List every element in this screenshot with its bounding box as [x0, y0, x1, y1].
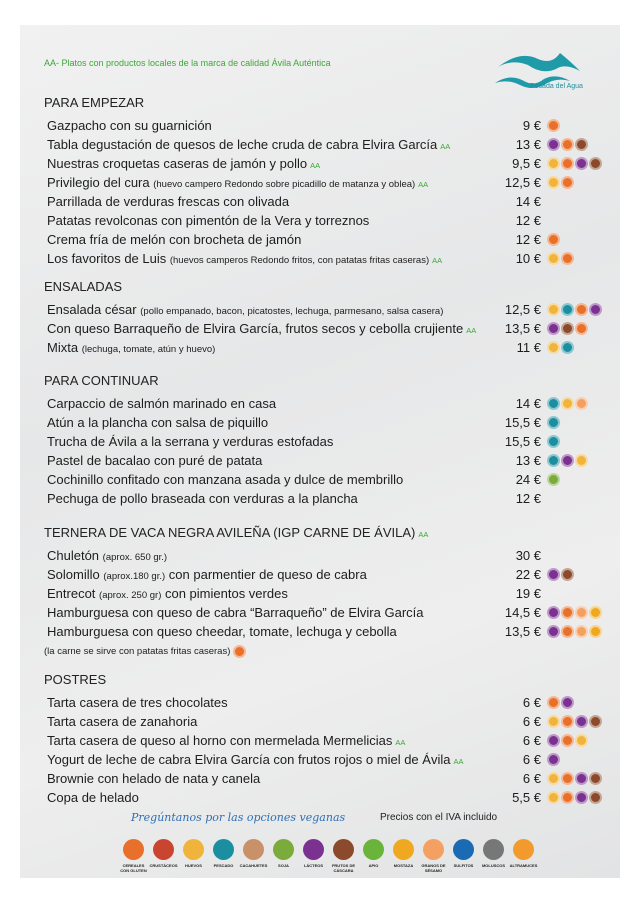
item-name: [47, 340, 215, 355]
lacteos-icon: [547, 138, 560, 151]
item-name: [47, 302, 443, 317]
huevos-icon: [547, 157, 560, 170]
item-price: 19 €: [515, 586, 541, 601]
frutos-icon: [589, 157, 602, 170]
item-name-text: Hamburguesa con queso cheedar, tomate, lechuga y cebolla: [47, 624, 397, 639]
menu-item: [47, 770, 587, 789]
huevos-icon: [547, 791, 560, 804]
section-title: [44, 95, 144, 110]
frutos-icon: [561, 322, 574, 335]
legend-label: SULFITOS: [453, 863, 474, 868]
menu-item: [47, 751, 587, 770]
allergen-icons: [547, 322, 588, 335]
huevos-icon: [547, 176, 560, 189]
item-price: 12 €: [515, 213, 541, 228]
item-name: [47, 156, 320, 171]
legend-item: [120, 836, 147, 873]
gluten-icon: [547, 119, 560, 132]
item-name: [47, 251, 442, 266]
huevos-icon: [575, 734, 588, 747]
legend-label: MOSTAZA: [393, 863, 414, 868]
legend-label: GRANOS DE SÉSAMO: [421, 863, 446, 873]
allergen-icons: [547, 753, 560, 766]
legend-item: [450, 836, 477, 873]
legend-label: HUEVOS: [185, 863, 202, 868]
item-name: [47, 137, 450, 152]
item-name-text: Los favoritos de Luis: [47, 251, 167, 266]
huevos-icon: [547, 341, 560, 354]
menu-item: [47, 713, 587, 732]
menu-item: [47, 212, 587, 231]
allergen-icons: [547, 233, 560, 246]
menu-item: [47, 136, 587, 155]
huevos-icon: [547, 303, 560, 316]
item-name: [47, 752, 463, 767]
legend-item: [300, 836, 327, 873]
legend-label: CACAHUETES: [239, 863, 268, 868]
item-name-text: Chuletón: [47, 548, 100, 563]
gluten-icon: [561, 715, 574, 728]
item-name: [47, 213, 369, 228]
huevos-icon: [547, 252, 560, 265]
allergen-icons: [547, 606, 602, 619]
aa-mark: AA: [466, 326, 477, 335]
item-description: (huevos camperos Redondo fritos, con patatas fritas caseras): [169, 255, 430, 266]
menu-item: [47, 490, 587, 509]
item-name-text: Pastel de bacalao con puré de patata: [47, 453, 263, 468]
legend-label: MOLUSCOS: [481, 863, 506, 868]
legend-item: [330, 836, 357, 873]
posada-del-agua-logo: [490, 45, 585, 100]
item-name-text: Copa de helado: [47, 790, 139, 805]
item-name: [47, 321, 476, 336]
allergen-icons: [547, 568, 574, 581]
legend-item: [480, 836, 507, 873]
item-name: [47, 175, 428, 190]
item-name: [47, 434, 333, 449]
item-name: [47, 714, 197, 729]
apio-icon: [363, 839, 384, 860]
gluten-icon: [561, 625, 574, 638]
gluten-icon: [575, 322, 588, 335]
item-name-text: Patatas revolconas con pimentón de la Vera y torreznos: [47, 213, 370, 228]
item-name-text: Solomillo: [47, 567, 100, 582]
sesamo-icon: [423, 839, 444, 860]
gluten-icon: [561, 176, 574, 189]
gluten-icon: [575, 303, 588, 316]
menu-item: [47, 414, 587, 433]
aa-mark: AA: [440, 142, 451, 151]
menu-item: [47, 471, 587, 490]
item-name: [47, 548, 167, 563]
soja-icon: [547, 473, 560, 486]
pescado-icon: [213, 839, 234, 860]
gluten-icon: [561, 772, 574, 785]
item-name: [47, 396, 276, 411]
item-price: 13 €: [515, 453, 541, 468]
legend-item: [270, 836, 297, 873]
legend-label: SOJA: [278, 863, 289, 868]
sesamo-icon: [575, 606, 588, 619]
item-price: 6 €: [522, 771, 541, 786]
legend-label: APIO: [368, 863, 379, 868]
item-price: 14,5 €: [504, 605, 541, 620]
menu-item: [47, 231, 587, 250]
frutos-icon: [575, 138, 588, 151]
aa-mark: AA: [418, 530, 429, 539]
sulfitos-icon: [453, 839, 474, 860]
item-name-text: Con queso Barraqueño de Elvira García, frutos secos y cebolla crujiente: [47, 321, 464, 336]
menu-item: [47, 604, 587, 623]
item-name-text: Trucha de Ávila a la serrana y verduras estofadas: [47, 434, 334, 449]
pescado-icon: [547, 397, 560, 410]
section-title: [44, 373, 159, 388]
lacteos-icon: [561, 454, 574, 467]
item-name-text: Brownie con helado de nata y canela: [47, 771, 261, 786]
gluten-icon: [561, 138, 574, 151]
legend-label: LÁCTEOS: [303, 863, 324, 868]
item-name: [47, 733, 405, 748]
menu-item: [47, 566, 587, 585]
item-description: (aprox.180 gr.): [103, 571, 166, 582]
item-name: [47, 586, 288, 601]
item-price: 15,5 €: [504, 415, 541, 430]
sesamo-icon: [575, 397, 588, 410]
meat-note-text: (la carne se sirve con patatas fritas caseras): [44, 646, 231, 658]
item-price: 10 €: [515, 251, 541, 266]
item-name-text: Yogurt de leche de cabra Elvira García con frutos rojos o miel de Ávila: [47, 752, 451, 767]
section-title: [44, 279, 122, 294]
item-name: [47, 567, 367, 582]
item-name-text: Atún a la plancha con salsa de piquillo: [47, 415, 269, 430]
item-price: 24 €: [515, 472, 541, 487]
legend-label: ALTRAMUCES: [509, 863, 538, 868]
pescado-icon: [561, 341, 574, 354]
aa-mark: AA: [453, 757, 464, 766]
section-title-text: ENSALADAS: [44, 279, 123, 294]
item-price: 12,5 €: [504, 302, 541, 317]
item-name: [47, 771, 260, 786]
aa-mark: AA: [395, 738, 406, 747]
allergen-icons: [547, 416, 560, 429]
lacteos-icon: [547, 606, 560, 619]
item-description: (huevo campero Redondo sobre picadillo de matanza y oblea): [153, 179, 416, 190]
lacteos-icon: [589, 303, 602, 316]
menu-item: [47, 623, 587, 642]
item-price: 30 €: [515, 548, 541, 563]
menu-item: [47, 433, 587, 452]
legend-item: [210, 836, 237, 873]
item-name: [47, 624, 397, 639]
menu-item: [47, 301, 587, 320]
allergen-legend: [120, 836, 537, 873]
allergen-icons: [547, 435, 560, 448]
menu-item: [47, 694, 587, 713]
item-name-text: Tarta casera de queso al horno con mermelada Mermelicias: [47, 733, 393, 748]
menu-item: [47, 452, 587, 471]
meat-note: [44, 645, 246, 658]
huevos-icon: [561, 397, 574, 410]
menu-item: [47, 395, 587, 414]
gluten-icon: [561, 734, 574, 747]
item-price: 11 €: [516, 340, 541, 355]
huevos-icon: [183, 839, 204, 860]
item-description: (pollo empanado, bacon, picatostes, lechuga, parmesano, salsa casera): [140, 306, 444, 317]
menu-item: [47, 339, 587, 358]
menu-item: [47, 789, 587, 808]
huevos-icon: [547, 772, 560, 785]
item-name-text: Tarta casera de tres chocolates: [47, 695, 228, 710]
item-price: 14 €: [515, 396, 541, 411]
item-price: 15,5 €: [504, 434, 541, 449]
item-price: 9 €: [522, 118, 541, 133]
mostaza-icon: [589, 625, 602, 638]
item-name-text: Privilegio del cura: [47, 175, 150, 190]
legend-item: [420, 836, 447, 873]
frutos-icon: [561, 568, 574, 581]
lacteos-icon: [575, 157, 588, 170]
lacteos-icon: [575, 715, 588, 728]
lacteos-icon: [547, 753, 560, 766]
item-price: 13 €: [515, 137, 541, 152]
item-price: 12 €: [515, 232, 541, 247]
allergen-icons: [547, 138, 588, 151]
item-price: 13,5 €: [504, 321, 541, 336]
item-price: 6 €: [522, 714, 541, 729]
item-price: 6 €: [522, 733, 541, 748]
allergen-icons: [547, 397, 588, 410]
section-title: [44, 672, 106, 687]
item-price: 14 €: [515, 194, 541, 209]
allergen-icons: [547, 715, 602, 728]
aa-mark: AA: [418, 180, 429, 189]
item-name: [47, 194, 289, 209]
menu-item: [47, 547, 587, 566]
item-name-text: Parrillada de verduras frescas con olivada: [47, 194, 290, 209]
aa-note: AA- Platos con productos locales de la marca de calidad Ávila Auténtica: [44, 58, 331, 68]
altramuces-icon: [513, 839, 534, 860]
allergen-icons: [547, 772, 602, 785]
gluten-icon: [123, 839, 144, 860]
section-title-text: POSTRES: [44, 672, 107, 687]
item-price: 13,5 €: [504, 624, 541, 639]
item-name-text: Tabla degustación de quesos de leche cruda de cabra Elvira García: [47, 137, 438, 152]
huevos-icon: [575, 454, 588, 467]
item-description: (aprox. 650 gr.): [102, 552, 168, 563]
item-name-text: Tarta casera de zanahoria: [47, 714, 198, 729]
allergen-icons: [547, 625, 602, 638]
item-name-text: Hamburguesa con queso de cabra “Barraqueño” de Elvira García: [47, 605, 424, 620]
item-name-text: Carpaccio de salmón marinado en casa: [47, 396, 277, 411]
pescado-icon: [547, 435, 560, 448]
item-description: (lechuga, tomate, atún y huevo): [81, 344, 216, 355]
lacteos-icon: [575, 791, 588, 804]
menu-item: [47, 320, 587, 339]
allergen-icons: [547, 176, 574, 189]
item-name-text: Cochinillo confitado con manzana asada y dulce de membrillo: [47, 472, 404, 487]
huevos-icon: [547, 715, 560, 728]
pescado-icon: [547, 416, 560, 429]
lacteos-icon: [547, 322, 560, 335]
iva-note: Precios con el IVA incluido: [380, 812, 498, 823]
item-name: [47, 232, 301, 247]
item-name-text: Ensalada césar: [47, 302, 137, 317]
pescado-icon: [561, 303, 574, 316]
item-price: 6 €: [522, 752, 541, 767]
allergen-icons: [547, 341, 574, 354]
gluten-icon: [561, 157, 574, 170]
item-name: [47, 605, 424, 620]
section-title-text: PARA CONTINUAR: [44, 373, 159, 388]
item-price: 5,5 €: [512, 790, 541, 805]
item-description: (aprox. 250 gr): [99, 590, 162, 601]
legend-item: [240, 836, 267, 873]
allergen-icons: [547, 454, 588, 467]
gluten-icon: [547, 696, 560, 709]
menu-item: [47, 732, 587, 751]
item-name-text: Gazpacho con su guarnición: [47, 118, 212, 133]
gluten-icon: [561, 606, 574, 619]
item-name-text: Crema fría de melón con brocheta de jamón: [47, 232, 302, 247]
moluscos-icon: [483, 839, 504, 860]
legend-label: CRUSTÁCEOS: [149, 863, 178, 868]
legend-item: [390, 836, 417, 873]
gluten-icon: [561, 791, 574, 804]
item-name: [47, 118, 212, 133]
legend-label: CEREALES CON GLUTEN: [120, 863, 147, 873]
legend-label: PESCADO: [213, 863, 234, 868]
item-name-cont: con parmentier de queso de cabra: [168, 567, 367, 582]
pescado-icon: [547, 454, 560, 467]
legend-item: [150, 836, 177, 873]
legend-item: [360, 836, 387, 873]
mostaza-icon: [589, 606, 602, 619]
mostaza-icon: [393, 839, 414, 860]
menu-item: [47, 193, 587, 212]
logo-text: Posada del Agua: [530, 83, 583, 90]
item-price: 12 €: [515, 491, 541, 506]
section-title: [44, 525, 428, 540]
allergen-icons: [547, 791, 602, 804]
lacteos-icon: [547, 734, 560, 747]
lacteos-icon: [547, 625, 560, 638]
legend-item: [180, 836, 207, 873]
sesamo-icon: [575, 625, 588, 638]
item-name: [47, 453, 262, 468]
gluten-icon: [547, 233, 560, 246]
section-title-text: PARA EMPEZAR: [44, 95, 145, 110]
allergen-icons: [547, 303, 602, 316]
item-name-text: Entrecot: [47, 586, 96, 601]
section-title-text: TERNERA DE VACA NEGRA AVILEÑA (IGP CARNE DE ÁVILA): [44, 525, 416, 540]
item-name: [47, 790, 139, 805]
gluten-icon: [233, 645, 246, 658]
item-price: 22 €: [515, 567, 541, 582]
menu-item: [47, 585, 587, 604]
item-name-text: Mixta: [47, 340, 79, 355]
aa-mark: AA: [432, 256, 443, 265]
item-price: 6 €: [522, 695, 541, 710]
menu-item: [47, 250, 587, 269]
item-name: [47, 415, 268, 430]
legend-label: FRUTOS DE CÁSCARA: [331, 863, 356, 873]
allergen-icons: [547, 252, 574, 265]
vegan-note: Pregúntanos por las opciones veganas: [131, 811, 346, 824]
item-price: 9,5 €: [512, 156, 541, 171]
cacahuetes-icon: [243, 839, 264, 860]
item-price: 12,5 €: [504, 175, 541, 190]
lacteos-icon: [547, 568, 560, 581]
allergen-icons: [547, 696, 574, 709]
item-name-text: Nuestras croquetas caseras de jamón y pollo: [47, 156, 308, 171]
item-name: [47, 695, 228, 710]
item-name: [47, 472, 403, 487]
aa-mark: AA: [310, 161, 321, 170]
legend-item: [510, 836, 537, 873]
item-name-text: Pechuga de pollo braseada con verduras a la plancha: [47, 491, 358, 506]
item-name-cont: con pimientos verdes: [164, 586, 288, 601]
menu-item: [47, 174, 587, 193]
soja-icon: [273, 839, 294, 860]
lacteos-icon: [575, 772, 588, 785]
lacteos-icon: [561, 696, 574, 709]
allergen-icons: [547, 734, 588, 747]
allergen-icons: [547, 473, 560, 486]
menu-item: [47, 155, 587, 174]
crustaceos-icon: [153, 839, 174, 860]
frutos-icon: [333, 839, 354, 860]
allergen-icons: [547, 119, 560, 132]
menu-item: [47, 117, 587, 136]
frutos-icon: [589, 715, 602, 728]
item-name: [47, 491, 358, 506]
lacteos-icon: [303, 839, 324, 860]
allergen-icons: [547, 157, 602, 170]
gluten-icon: [561, 252, 574, 265]
frutos-icon: [589, 772, 602, 785]
frutos-icon: [589, 791, 602, 804]
